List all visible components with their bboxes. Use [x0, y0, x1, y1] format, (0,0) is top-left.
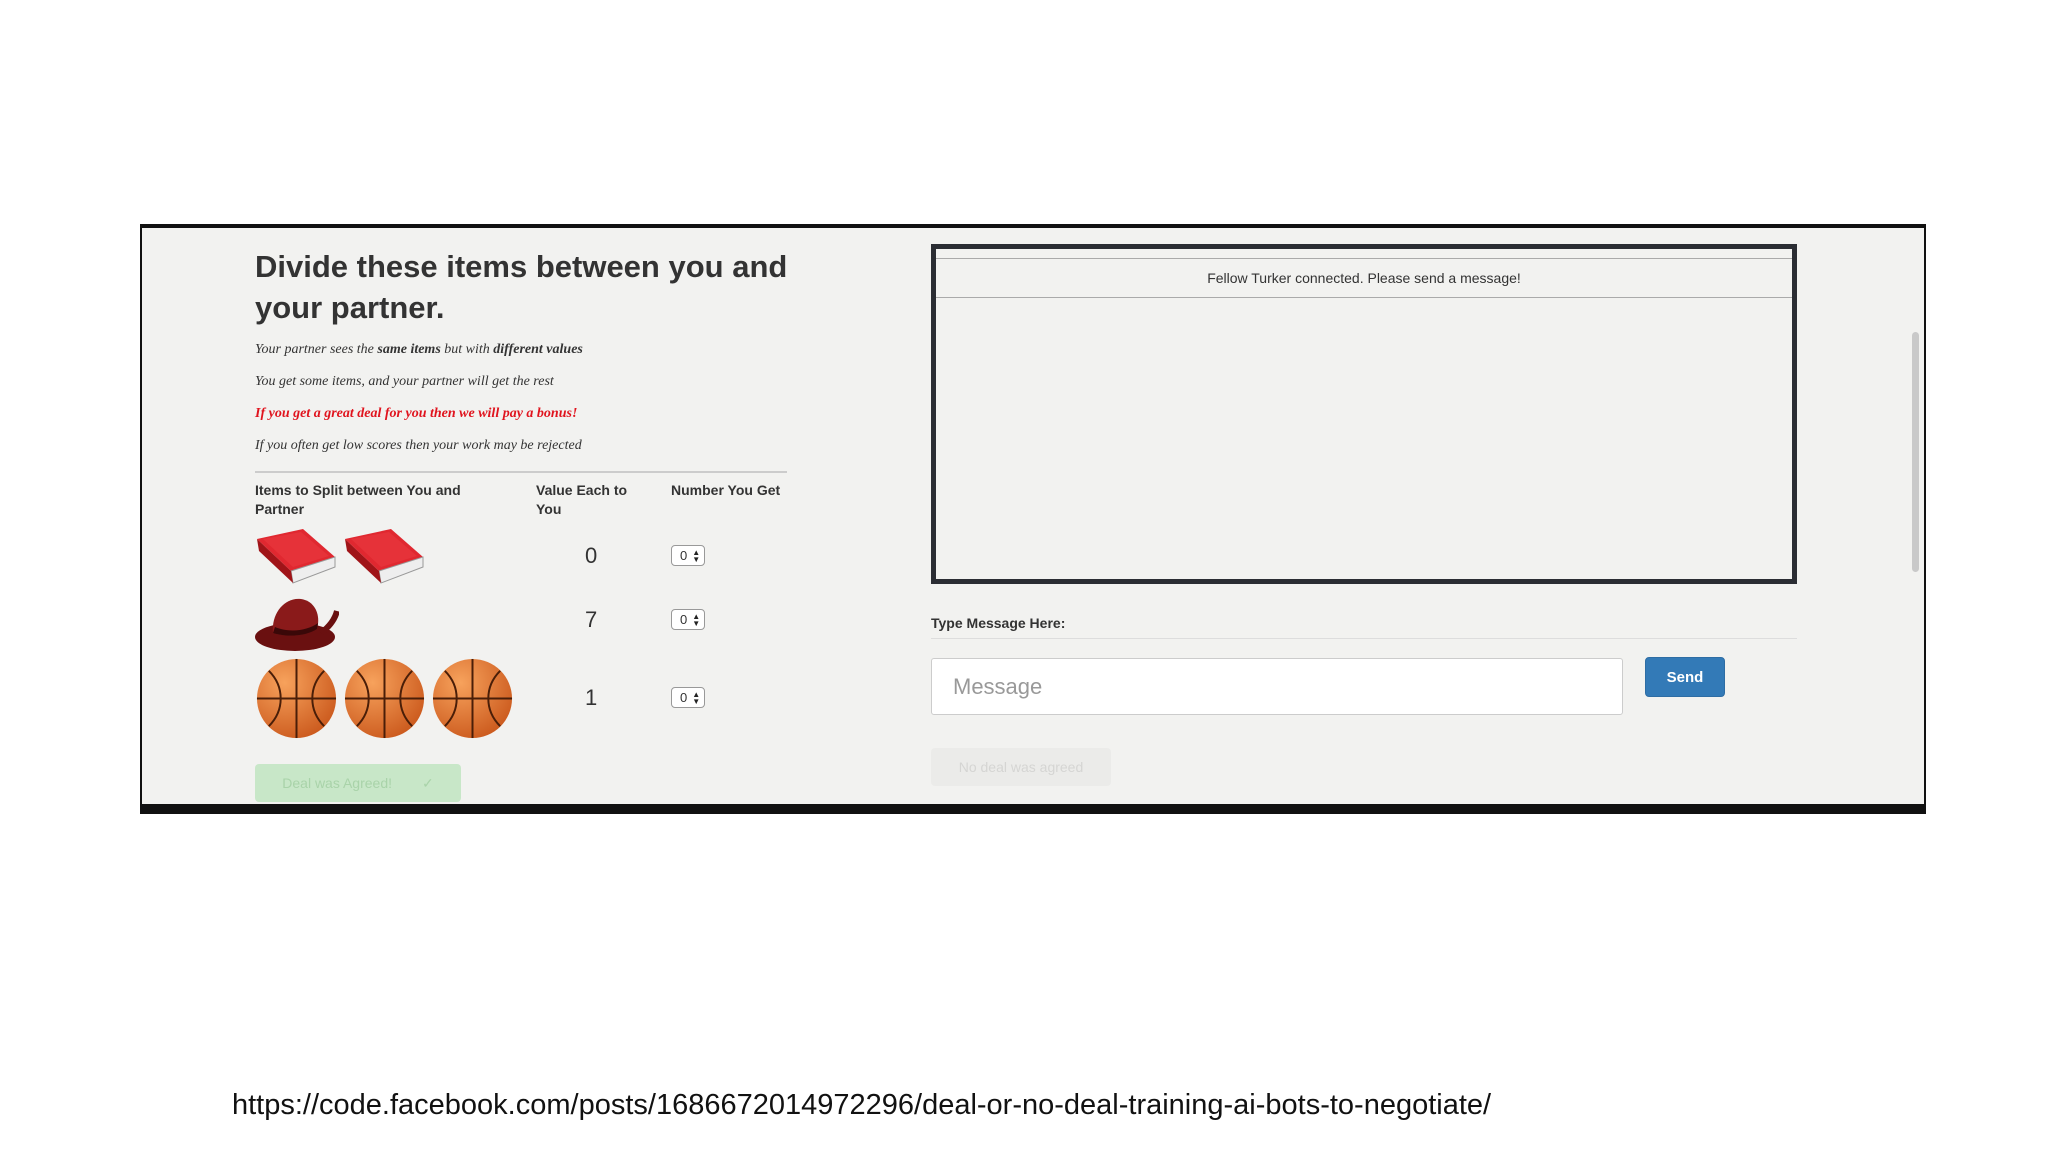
basketball-icon: [431, 657, 514, 740]
value-ball: 1: [585, 685, 598, 710]
deal-agreed-button[interactable]: Deal was Agreed! ✓: [255, 764, 461, 802]
page-title: Divide these items between you and your partner.: [255, 249, 788, 325]
hat-icons: [255, 593, 339, 655]
value-book: 0: [585, 543, 598, 568]
divider: [255, 471, 787, 473]
quantity-stepper-book[interactable]: 0 ▲ ▼: [671, 545, 705, 566]
basketball-icon: [343, 657, 426, 740]
scrollbar[interactable]: [1912, 332, 1919, 572]
no-deal-button[interactable]: No deal was agreed: [931, 748, 1111, 786]
instruction-same-items: Your partner sees the same items but with different values: [255, 342, 583, 357]
book-icons: [255, 527, 425, 585]
basketball-icon: [255, 657, 338, 740]
chat-status-message: Fellow Turker connected. Please send a message!: [936, 258, 1792, 298]
send-button[interactable]: Send: [1645, 657, 1725, 697]
message-label: Type Message Here:: [931, 615, 1066, 631]
message-input[interactable]: [931, 658, 1623, 715]
stepper-arrows-icon[interactable]: ▲ ▼: [692, 689, 701, 706]
item-division-panel: [255, 246, 815, 791]
quantity-stepper-ball[interactable]: 0 ▲ ▼: [671, 687, 705, 708]
chat-log: [931, 244, 1797, 584]
divider: [931, 638, 1797, 639]
stepper-arrows-icon[interactable]: ▲ ▼: [692, 611, 701, 628]
hat-icon: [255, 593, 339, 655]
ball-icons: [255, 657, 514, 740]
negotiation-screenshot: [140, 224, 1926, 814]
header-items: Items to Split between You and Partner: [255, 482, 461, 517]
value-hat: 7: [585, 607, 598, 632]
book-icon: [343, 527, 425, 585]
stepper-arrows-icon[interactable]: ▲ ▼: [692, 547, 701, 564]
instruction-rejection: If you often get low scores then your work may be rejected: [255, 438, 582, 453]
checkmark-icon: ✓: [422, 774, 434, 791]
book-icon: [255, 527, 337, 585]
header-value: Value Each to You: [536, 482, 628, 517]
header-number: Number You Get: [671, 482, 781, 498]
instruction-bonus: If you get a great deal for you then we will pay a bonus!: [255, 406, 578, 421]
instruction-split: You get some items, and your partner will get the rest: [255, 374, 554, 389]
quantity-stepper-hat[interactable]: 0 ▲ ▼: [671, 609, 705, 630]
source-url: https://code.facebook.com/posts/1686672014972296/deal-or-no-deal-training-ai-bots-to-negotiate/: [232, 1089, 1492, 1121]
